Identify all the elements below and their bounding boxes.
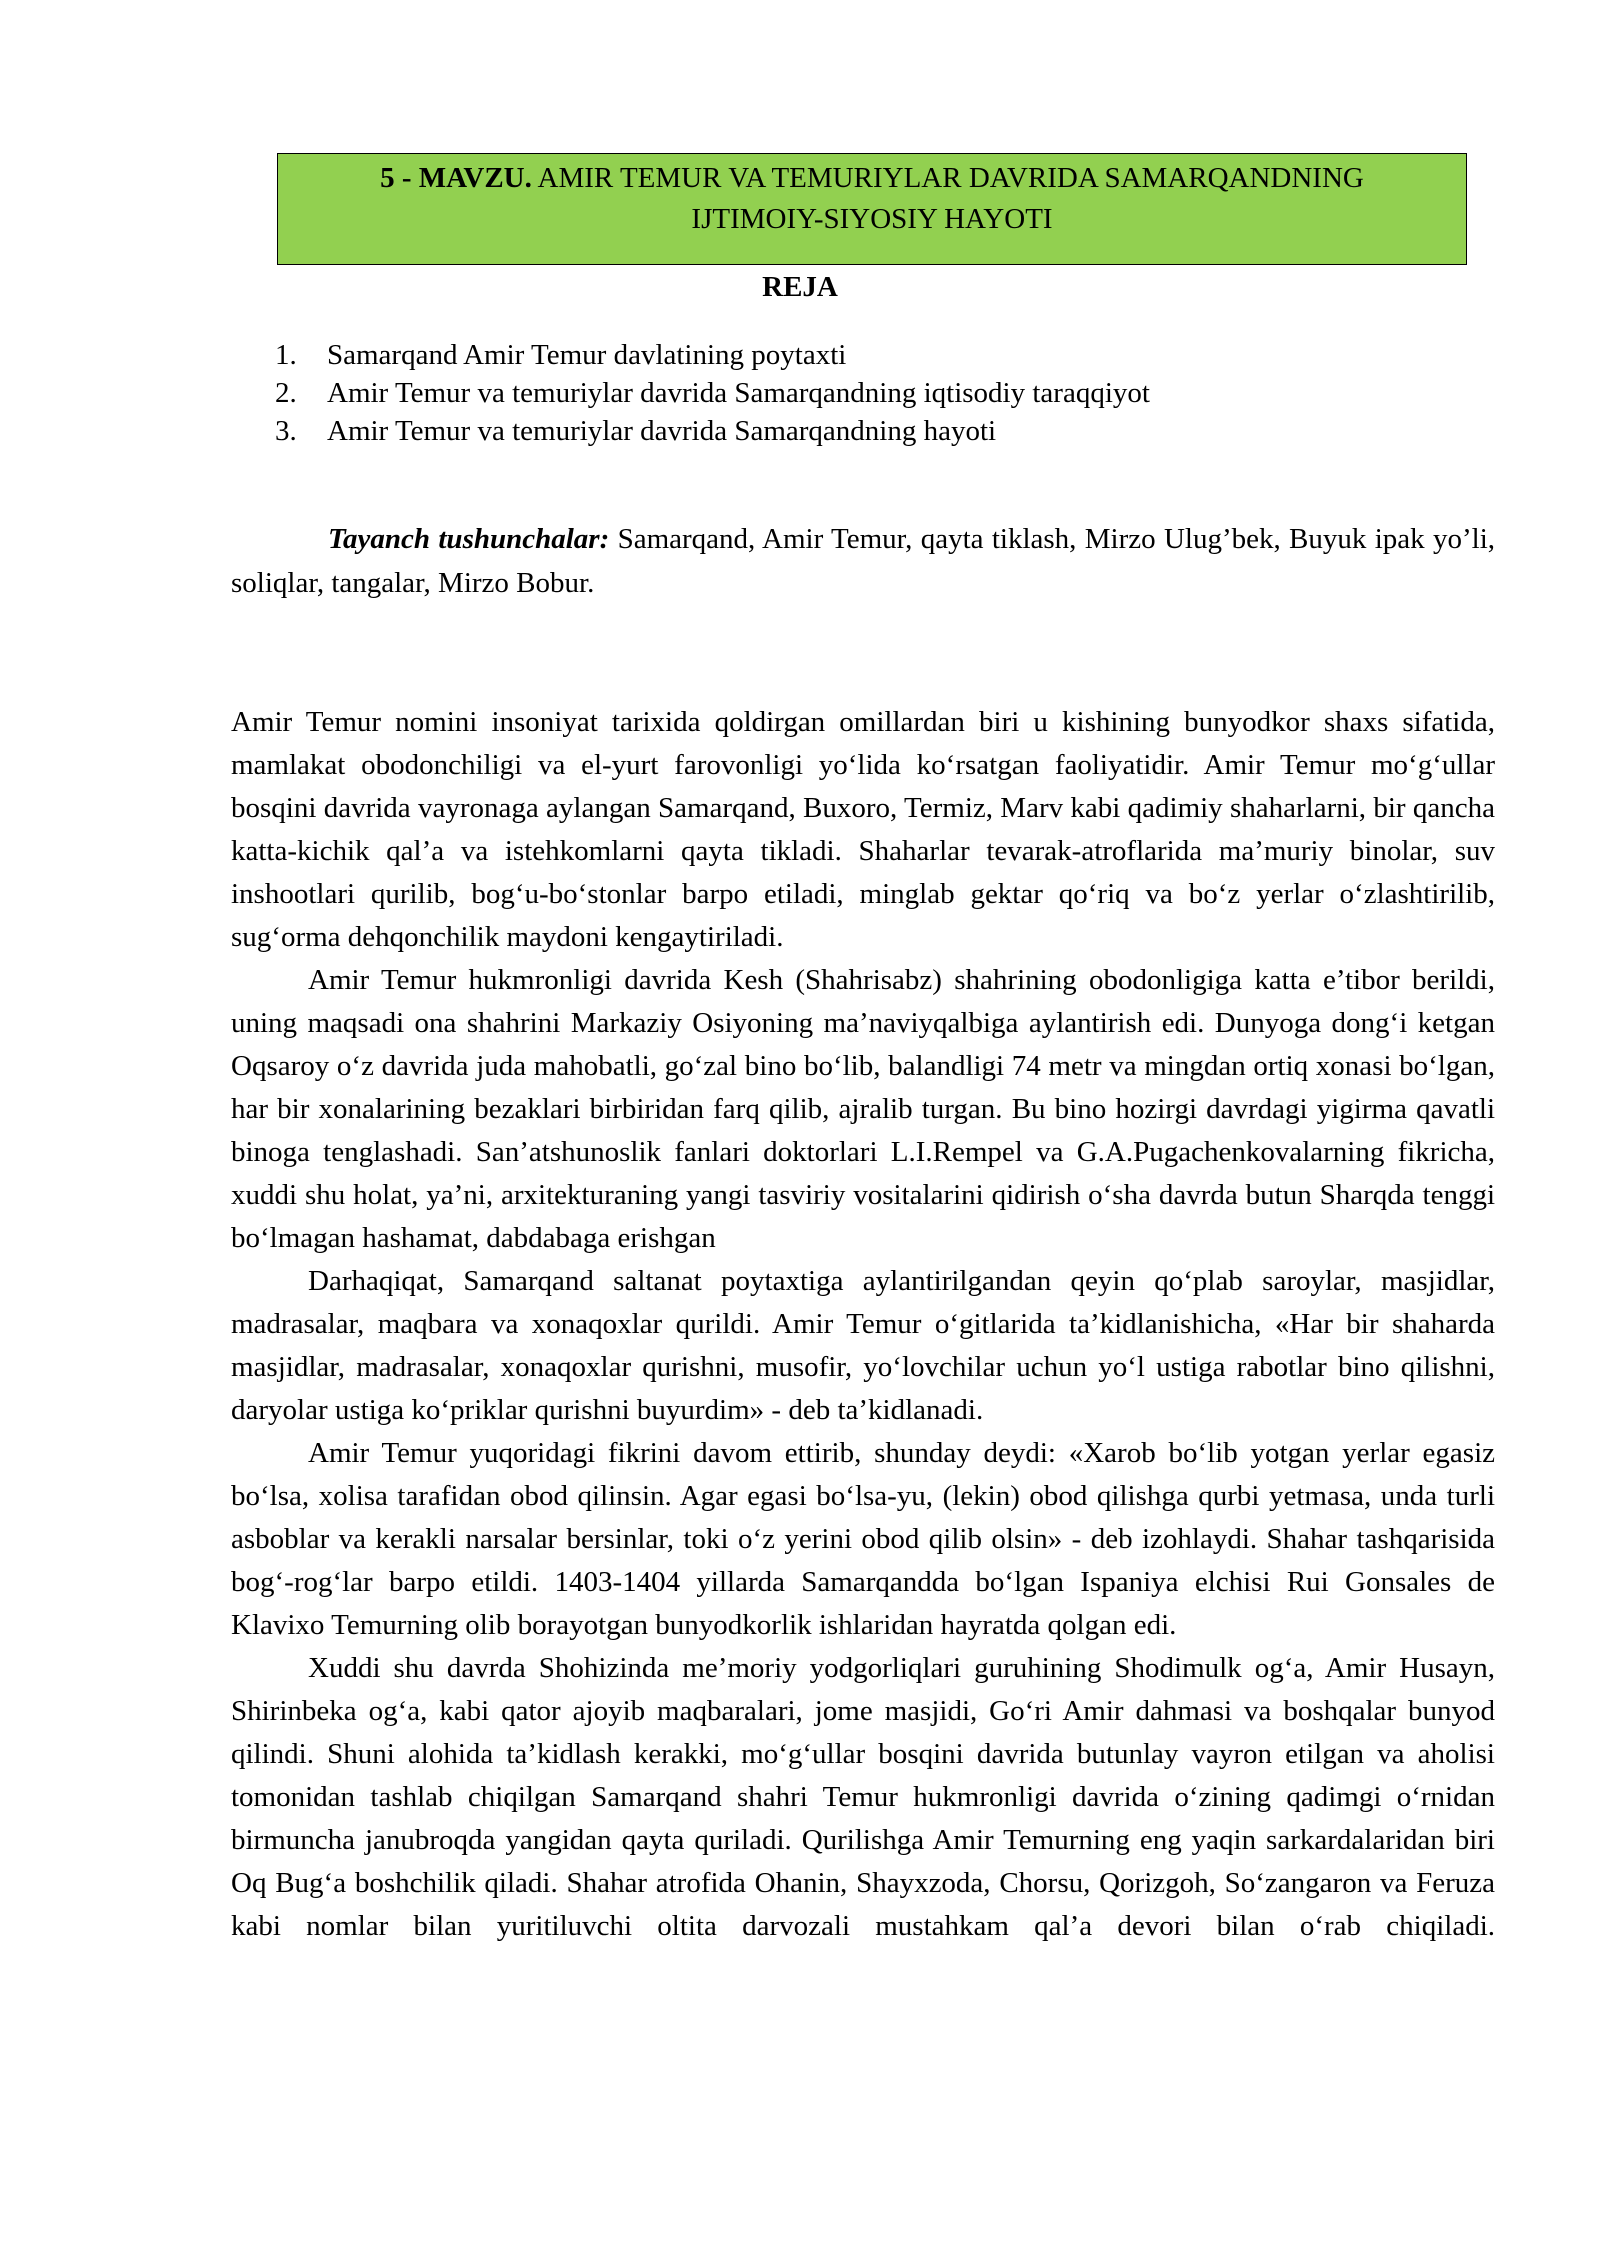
body-paragraph: Amir Temur nomini insoniyat tarixida qoldirgan omillardan biri u kishining bunyodkor shaxs sifatida, mamlakat obodonchiligi va el-yurt farovonligi yo‘lida ko‘rsatgan faoliyatidir. Amir Temur mo‘g‘ullar bosqini davrida vayronaga aylangan Samarqand, Buxoro, Termiz, Marv kabi qadimiy shaharlarni, bir qancha katta-kichik qal’a va istehkomlarni qayta tikladi. Shaharlar tevarak-atroflarida ma’muriy binolar, suv inshootlari qurilib, bog‘u-bo‘stonlar barpo etiladi, minglab gektar qo‘riq va bo‘z yerlar o‘zlashtirilib, sug‘orma dehqonchilik maydoni kengaytiriladi.: [231, 706, 1495, 953]
plan-item-number: 2.: [275, 377, 297, 409]
topic-title-line-2: IJTIMOIY-SIYOSIY HAYOTI: [691, 203, 1053, 235]
body-paragraph: Darhaqiqat, Samarqand saltanat poytaxtiga aylantirilgandan qeyin qo‘plab saroylar, masjidlar, madrasalar, maqbara va xonaqoxlar qurildi. Amir Temur o‘gitlarida ta’kidlanishicha, «Har bir shaharda masjidlar, madrasalar, xonaqoxlar qurishni, musofir, yo‘lovchilar uchun yo‘l ustiga rabotlar bino qilishni, daryolar ustiga ko‘priklar qurishni buyurdim» - deb ta’kidlanadi.: [231, 1265, 1495, 1426]
plan-item: [275, 374, 1150, 412]
plan-item-text: Samarqand Amir Temur davlatining poytaxti: [327, 339, 847, 371]
plan-item-number: 3.: [275, 415, 297, 447]
body-paragraph: Amir Temur hukmronligi davrida Kesh (Shahrisabz) shahrining obodonligiga katta e’tibor berildi, uning maqsadi ona shahrini Markaziy Osiyoning ma’naviyqalbiga aylantirish edi. Dunyoga dong‘i ketgan Oqsaroy o‘z davrida juda mahobatli, go‘zal bino bo‘lib, balandligi 74 metr va mingdan ortiq xonasi bo‘lgan, har bir xonalarining bezaklari birbiridan farq qilib, ajralib turgan. Bu bino hozirgi davrdagi yigirma qavatli binoga tenglashadi. San’atshunoslik fanlari doktorlari L.I.Rempel va G.A.Pugachenkovalarning fikricha, xuddi shu holat, ya’ni, arxitekturaning yangi tasviriy vositalarini qidirish o‘sha davrda butun Sharqda tenggi bo‘lmagan hashamat, dabdabaga erishgan: [231, 964, 1495, 1254]
topic-title-text: AMIR TEMUR VA TEMURIYLAR DAVRIDA SAMARQANDNING: [531, 162, 1364, 194]
plan-item-text: Amir Temur va temuriylar davrida Samarqandning iqtisodiy taraqqiyot: [327, 377, 1150, 409]
topic-title-box: [277, 153, 1467, 265]
plan-item-text: Amir Temur va temuriylar davrida Samarqandning hayoti: [327, 415, 997, 447]
key-concepts-label: Tayanch tushunchalar:: [328, 523, 610, 555]
plan-item: [275, 412, 1150, 450]
body-text: [231, 701, 1495, 1948]
plan-item: [275, 336, 1150, 374]
plan-item-number: 1.: [275, 339, 297, 371]
key-concepts: [231, 517, 1495, 605]
topic-number: 5 - MAVZU.: [380, 162, 532, 194]
plan-heading: REJA: [762, 271, 838, 303]
plan-list: [275, 336, 1150, 450]
key-concepts-text: Samarqand, Amir Temur, qayta tiklash, Mirzo Ulug’bek, Buyuk ipak yo’li, soliqlar, tangalar, Mirzo Bobur.: [231, 523, 1496, 599]
body-paragraph: Xuddi shu davrda Shohizinda me’moriy yodgorliqlari guruhining Shodimulk og‘a, Amir Husayn, Shirinbeka og‘a, kabi qator ajoyib maqbaralari, jome masjidi, Go‘ri Amir dahmasi va boshqalar bunyod qilindi. Shuni alohida ta’kidlash kerakki, mo‘g‘ullar bosqini davrida butunlay vayron etilgan va aholisi tomonidan tashlab chiqilgan Samarqand shahri Temur hukmronligi davrida o‘zining qadimgi o‘rnidan birmuncha janubroqda yangidan qayta quriladi. Qurilishga Amir Temurning eng yaqin sarkardalaridan biri Oq Bug‘a boshchilik qiladi. Shahar atrofida Ohanin, Shayxzoda, Chorsu, Qorizgoh, So‘zangaron va Feruza kabi nomlar bilan yuritiluvchi oltita darvozali mustahkam qal’a devori bilan o‘rab chiqiladi.: [231, 1652, 1495, 1942]
topic-title-line-1: [380, 158, 1364, 199]
body-paragraph: Amir Temur yuqoridagi fikrini davom ettirib, shunday deydi: «Xarob bo‘lib yotgan yerlar egasiz bo‘lsa, xolisa tarafidan obod qilinsin. Agar egasi bo‘lsa-yu, (lekin) obod qilishga qurbi yetmasa, unda turli asboblar va kerakli narsalar bersinlar, toki o‘z yerini obod qilib olsin» - deb izohlaydi. Shahar tashqarisida bog‘-rog‘lar barpo etildi. 1403-1404 yillarda Samarqandda bo‘lgan Ispaniya elchisi Rui Gonsales de Klavixo Temurning olib borayotgan bunyodkorlik ishlaridan hayratda qolgan edi.: [231, 1437, 1495, 1641]
